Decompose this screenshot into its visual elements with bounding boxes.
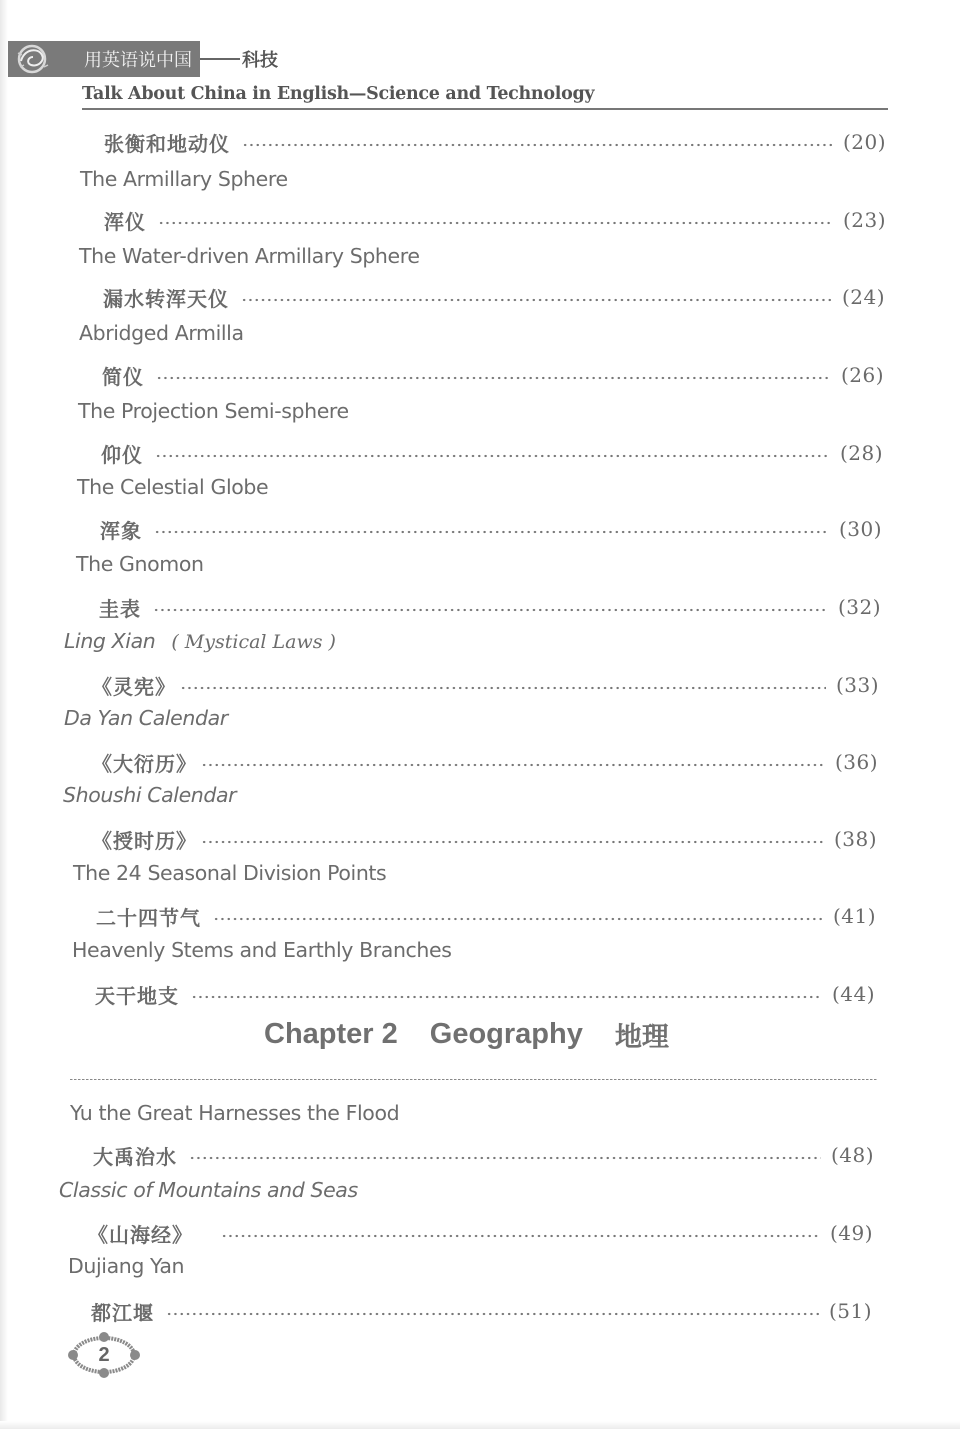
chapter-title-cn: 地理 — [614, 1021, 669, 1053]
toc-entry-en: Heavenly Stems and Earthly Branches — [72, 938, 452, 962]
dot-leader — [156, 376, 831, 380]
toc-entry-title — [63, 780, 236, 810]
toc-entry-cn: 《灵宪》 — [92, 674, 176, 699]
toc-entry-en: Ling Xian — [64, 629, 156, 653]
book-title-en: Talk About China in English—Science and Technology — [82, 84, 595, 104]
toc-entry-title — [68, 1251, 184, 1281]
toc-entry[interactable] — [92, 670, 879, 700]
header-rule — [82, 108, 888, 110]
toc-entry-en: Yu the Great Harnesses the Flood — [70, 1101, 400, 1125]
page-number-badge — [66, 1330, 142, 1380]
chapter-heading[interactable] — [264, 1014, 669, 1054]
toc-entry-en: Classic of Mountains and Seas — [59, 1178, 358, 1202]
dot-leader — [242, 143, 833, 147]
toc-entry-en: The Gnomon — [76, 552, 204, 576]
toc-page-number: (28) — [839, 441, 883, 465]
toc-entry[interactable] — [95, 979, 875, 1009]
toc-page-number: (32) — [837, 595, 881, 619]
dot-leader — [241, 298, 832, 302]
toc-entry-title — [78, 396, 349, 426]
toc-entry[interactable] — [92, 824, 877, 854]
dot-leader — [154, 530, 829, 534]
toc-entry-title — [80, 164, 288, 194]
toc-entry-en: Dujiang Yan — [68, 1254, 185, 1278]
dot-leader — [221, 1234, 820, 1238]
toc-entry-cn: 张衡和地动仪 — [104, 131, 230, 156]
toc-entry-en: The Projection Semi-sphere — [78, 399, 349, 423]
toc-entry-cn: 浑仪 — [104, 209, 146, 234]
toc-page-number: (24) — [841, 285, 885, 309]
page-number: 2 — [98, 1343, 110, 1366]
toc-entry-cn: 大禹治水 — [93, 1144, 177, 1169]
toc-entry[interactable] — [88, 1218, 873, 1248]
toc-page-number: (20) — [842, 130, 886, 154]
toc-entry-cn: 都江堰 — [91, 1300, 154, 1325]
toc-entry[interactable] — [92, 747, 878, 777]
dot-leader — [180, 686, 826, 690]
dot-leader — [166, 1312, 819, 1316]
toc-entry-title — [79, 241, 420, 271]
chapter-divider — [70, 1079, 877, 1080]
toc-entry-cn: 《授时历》 — [92, 828, 197, 853]
dot-leader — [158, 221, 833, 225]
toc-entry[interactable] — [103, 282, 885, 312]
dot-leader — [201, 763, 825, 767]
dragon-emblem-icon — [8, 41, 56, 77]
toc-page-number: (41) — [832, 904, 876, 928]
toc-page-number: (36) — [834, 750, 878, 774]
toc-entry-cn: 浑象 — [100, 518, 142, 543]
toc-entry-cn: 圭表 — [99, 596, 141, 621]
toc-entry-en: The 24 Seasonal Division Points — [73, 861, 387, 885]
toc-page-number: (44) — [831, 982, 875, 1006]
toc-entry-en: Shoushi Calendar — [63, 783, 237, 807]
dot-leader — [155, 454, 830, 458]
toc-page-number: (49) — [829, 1221, 873, 1245]
dot-leader — [153, 608, 828, 612]
toc-page-number: (26) — [840, 363, 884, 387]
chapter-number: Chapter 2 — [264, 1017, 398, 1050]
dot-leader — [189, 1156, 821, 1160]
page-bottom-shadow — [0, 1421, 960, 1429]
toc-entry[interactable] — [104, 205, 886, 235]
toc-entry[interactable] — [93, 1140, 874, 1170]
toc-page-number: (48) — [830, 1143, 874, 1167]
toc-entry[interactable] — [100, 514, 882, 544]
series-subject — [200, 46, 278, 72]
toc-entry-en: The Celestial Globe — [77, 475, 269, 499]
series-title-cn: 用英语说中国 — [84, 50, 192, 71]
toc-entry-title — [77, 472, 268, 502]
toc-entry-cn: 简仪 — [102, 364, 144, 389]
toc-entry-title — [64, 626, 336, 656]
toc-page-number: (51) — [828, 1299, 872, 1323]
toc-entry-title — [59, 1175, 358, 1205]
toc-entry-title — [64, 703, 228, 733]
toc-entry-title — [79, 318, 244, 348]
toc-entry-cn: 漏水转浑天仪 — [103, 286, 229, 311]
toc-entry[interactable] — [99, 592, 881, 622]
toc-entry-en-subtitle: ( Mystical Laws ) — [171, 631, 336, 653]
page-edge-shadow — [0, 0, 8, 1429]
subject-cn: 科技 — [242, 50, 278, 71]
dot-leader — [201, 840, 824, 844]
toc-entry[interactable] — [91, 1296, 872, 1326]
toc-entry-cn: 《大衍历》 — [92, 751, 197, 776]
toc-entry-cn: 天干地支 — [95, 983, 179, 1008]
toc-entry[interactable] — [102, 360, 884, 390]
toc-entry-cn: 二十四节气 — [96, 905, 201, 930]
toc-entry[interactable] — [104, 127, 886, 157]
series-banner — [8, 41, 200, 77]
toc-entry-en: Abridged Armilla — [79, 321, 244, 345]
toc-entry-cn: 仰仪 — [101, 442, 143, 467]
title-dash — [200, 58, 240, 60]
dot-leader — [191, 995, 822, 999]
toc-entry-title — [76, 549, 204, 579]
toc-page-number: (33) — [835, 673, 879, 697]
toc-entry-title — [72, 935, 452, 965]
toc-entry-cn: 《山海经》 — [88, 1222, 193, 1247]
chapter-title-en: Geography — [429, 1017, 583, 1050]
toc-page-number: (38) — [833, 827, 877, 851]
toc-entry[interactable] — [101, 438, 883, 468]
toc-entry[interactable] — [96, 901, 876, 931]
toc-entry-en: The Armillary Sphere — [80, 167, 288, 191]
toc-entry-en: The Water-driven Armillary Sphere — [79, 244, 420, 268]
toc-page-number: (23) — [842, 208, 886, 232]
toc-entry-en: Da Yan Calendar — [64, 706, 228, 730]
dot-leader — [213, 917, 823, 921]
toc-entry-title — [70, 1098, 399, 1128]
toc-page-number: (30) — [838, 517, 882, 541]
toc-entry-title — [73, 858, 386, 888]
